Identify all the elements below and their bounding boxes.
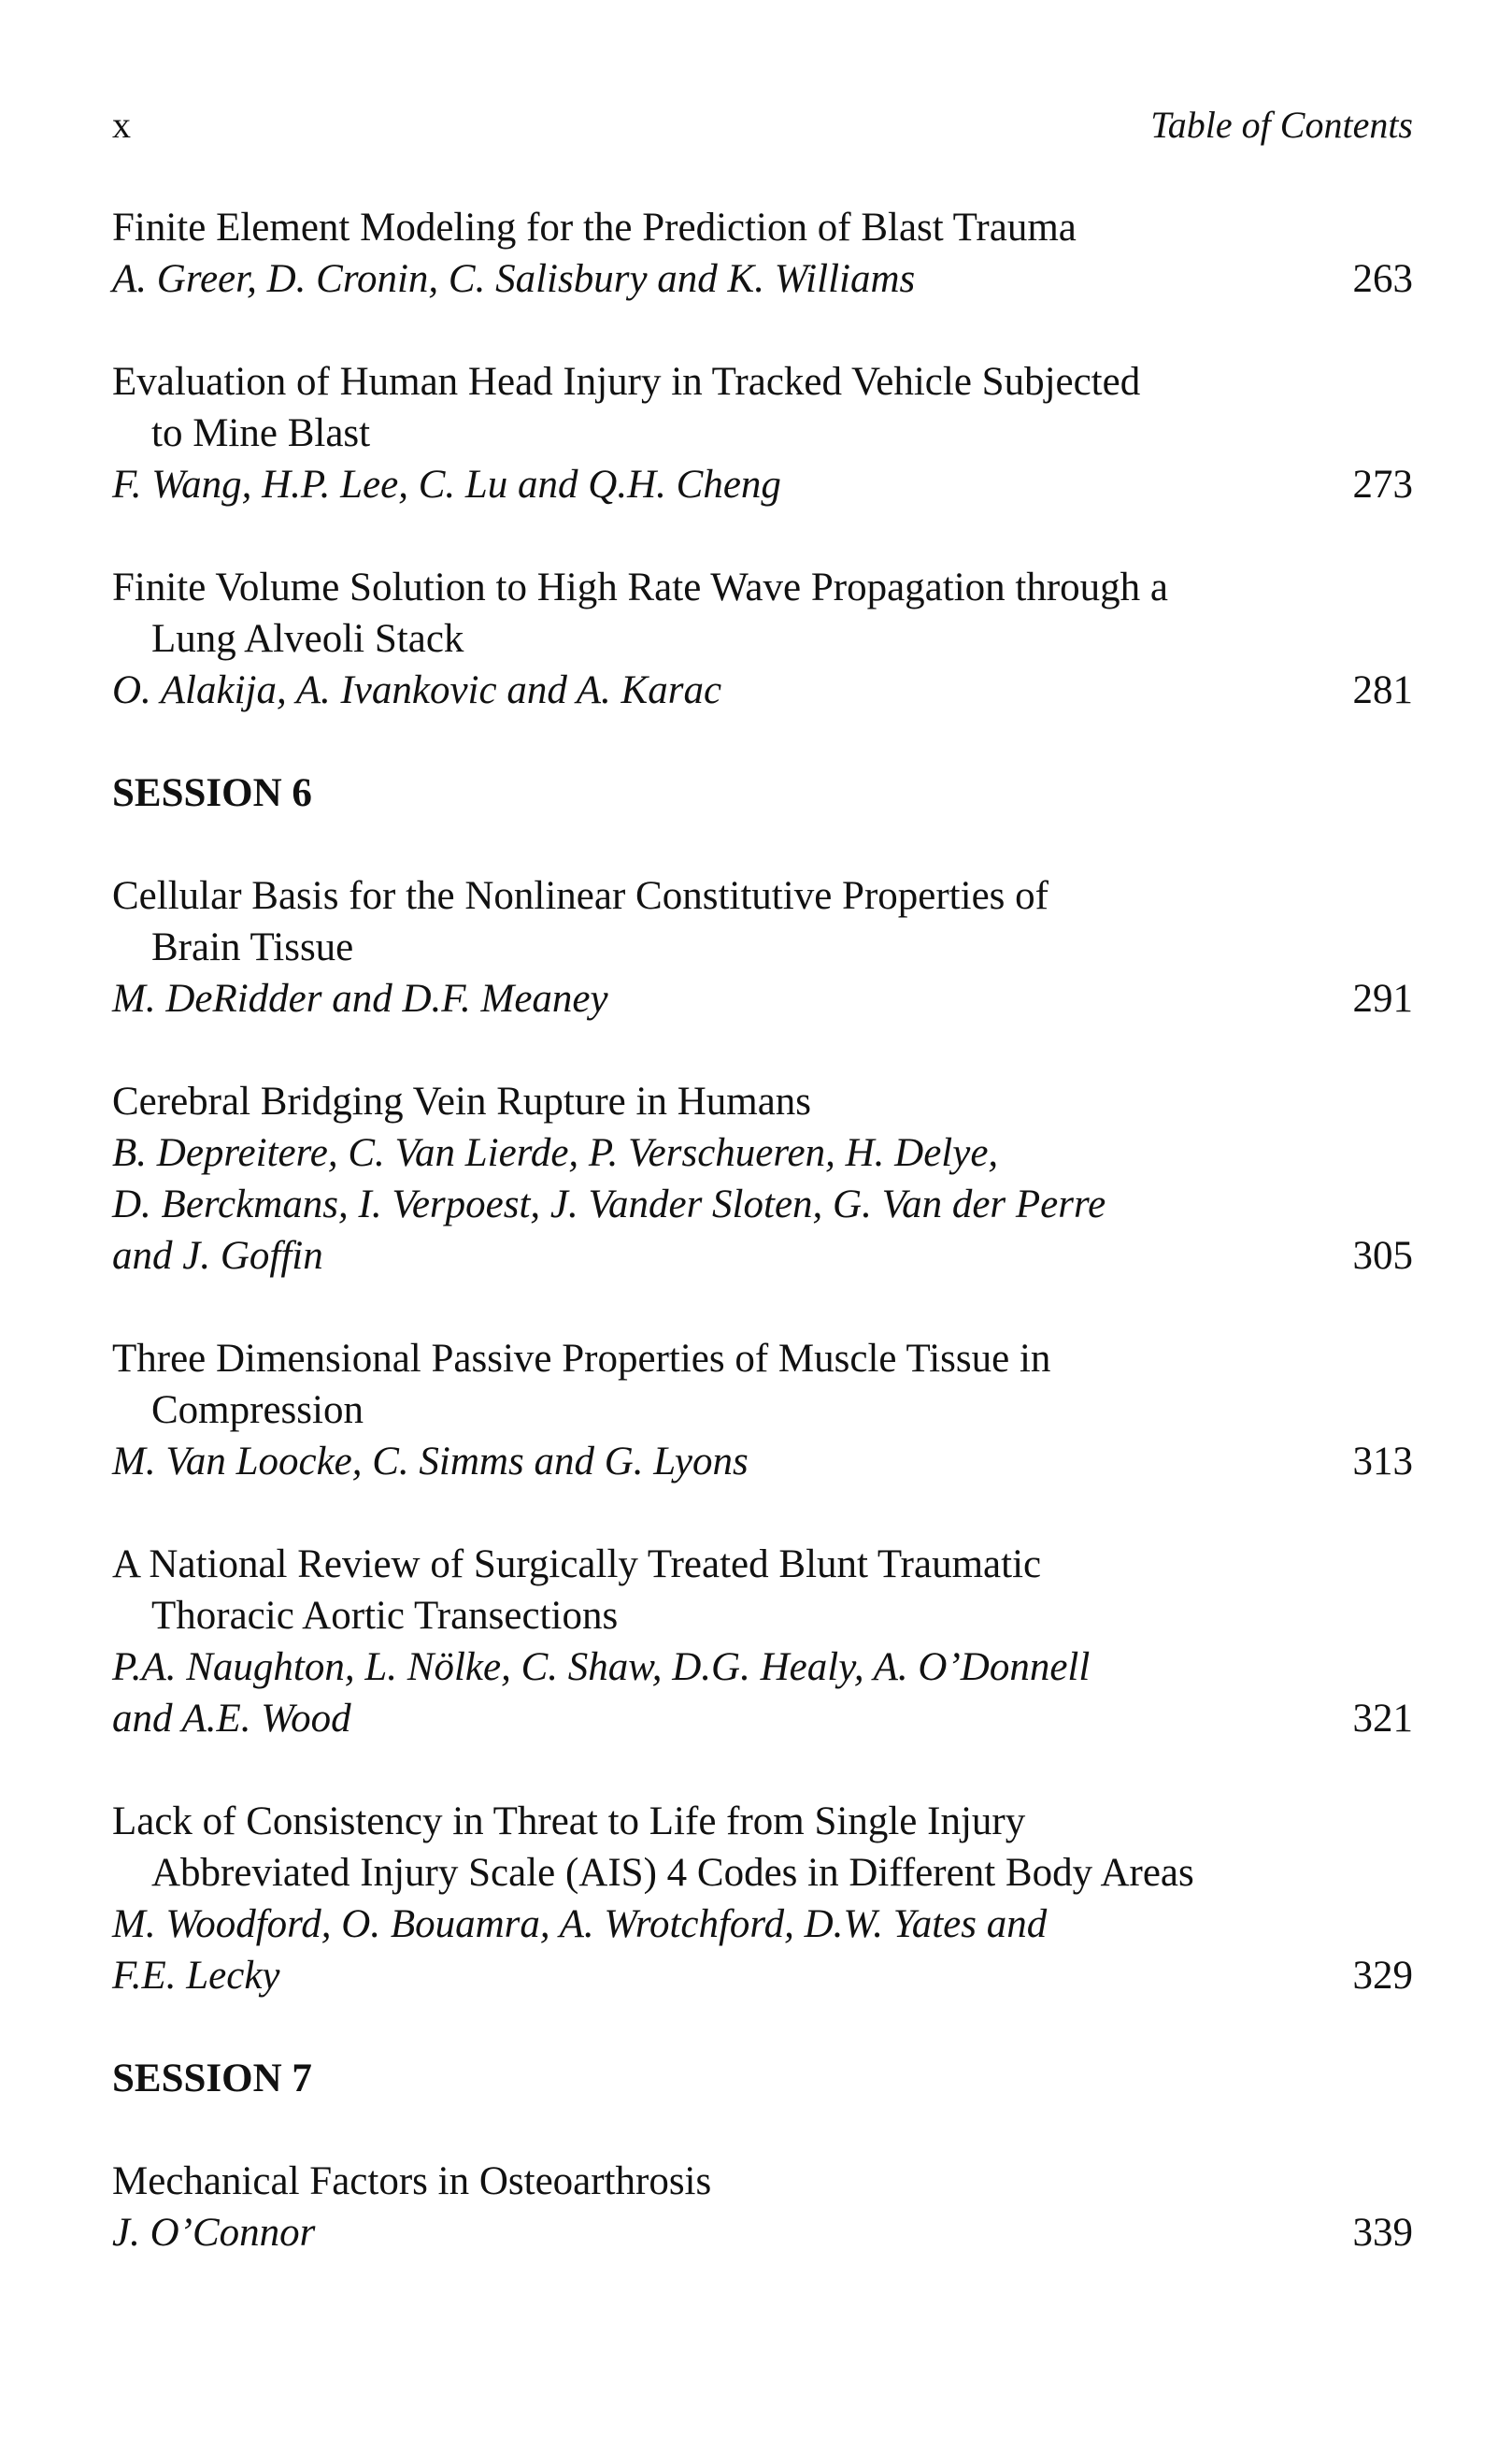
entry-title-continuation: Lung Alveoli Stack	[151, 617, 464, 661]
toc-entry	[112, 356, 1413, 510]
entry-page-number: 305	[1352, 1234, 1413, 1278]
entry-title-continuation: to Mine Blast	[151, 411, 371, 455]
session-heading: SESSION 7	[112, 2057, 312, 2100]
entry-title: Three Dimensional Passive Properties of Muscle Tissue in	[112, 1337, 1051, 1381]
entry-authors	[112, 2207, 1413, 2258]
toc-entry	[112, 1333, 1413, 1487]
toc-entry	[112, 562, 1413, 716]
entry-authors	[112, 973, 1413, 1025]
toc-entries	[112, 202, 1413, 2258]
author-text: F.E. Lecky	[112, 1954, 280, 1998]
toc-entry	[112, 2156, 1413, 2258]
entry-title: Lack of Consistency in Threat to Life from Single Injury	[112, 1799, 1026, 1843]
page-header	[112, 103, 1413, 159]
entry-page-number: 263	[1352, 257, 1413, 301]
author-text: A. Greer, D. Cronin, C. Salisbury and K. Williams	[112, 257, 916, 301]
entry-page-number: 329	[1352, 1954, 1413, 1998]
entry-authors	[112, 459, 1413, 510]
toc-entry	[112, 1539, 1413, 1744]
entry-title-continuation: Brain Tissue	[151, 925, 354, 969]
entry-title-continuation: Thoracic Aortic Transections	[151, 1594, 619, 1638]
entry-title: Evaluation of Human Head Injury in Tracked Vehicle Subjected	[112, 360, 1141, 404]
entry-authors: D. Berckmans, I. Verpoest, J. Vander Sloten, G. Van der Perre	[112, 1182, 1106, 1226]
entry-authors	[112, 1230, 1413, 1282]
entry-authors: M. Woodford, O. Bouamra, A. Wrotchford, D.W. Yates and	[112, 1902, 1048, 1946]
session-heading: SESSION 6	[112, 771, 312, 815]
entry-authors: B. Depreitere, C. Van Lierde, P. Verschueren, H. Delye,	[112, 1131, 999, 1175]
author-text: M. Van Loocke, C. Simms and G. Lyons	[112, 1440, 749, 1484]
author-text: J. O’Connor	[112, 2211, 316, 2255]
entry-title: Finite Element Modeling for the Prediction of Blast Trauma	[112, 206, 1077, 250]
entry-authors	[112, 1436, 1413, 1487]
entry-page-number: 321	[1352, 1697, 1413, 1741]
toc-entry	[112, 1796, 1413, 2001]
entry-title: Cerebral Bridging Vein Rupture in Humans	[112, 1080, 812, 1124]
entry-page-number: 273	[1352, 463, 1413, 507]
entry-authors: P.A. Naughton, L. Nölke, C. Shaw, D.G. Healy, A. O’Donnell	[112, 1645, 1091, 1689]
entry-title-continuation: Compression	[151, 1388, 364, 1432]
toc-entry	[112, 870, 1413, 1025]
toc-entry	[112, 1076, 1413, 1282]
author-text: and A.E. Wood	[112, 1697, 351, 1741]
author-text: O. Alakija, A. Ivankovic and A. Karac	[112, 668, 722, 712]
entry-authors	[112, 1693, 1413, 1744]
entry-title: A National Review of Surgically Treated Blunt Traumatic	[112, 1542, 1042, 1586]
entry-title: Cellular Basis for the Nonlinear Constitutive Properties of	[112, 874, 1048, 918]
author-text: F. Wang, H.P. Lee, C. Lu and Q.H. Cheng	[112, 463, 781, 507]
entry-authors	[112, 253, 1413, 305]
running-title: Table of Contents	[1150, 104, 1413, 146]
author-text: and J. Goffin	[112, 1234, 323, 1278]
entry-authors	[112, 665, 1413, 716]
toc-page	[112, 103, 1413, 2310]
entry-page-number: 281	[1352, 668, 1413, 712]
entry-page-number: 313	[1352, 1440, 1413, 1484]
author-text: M. DeRidder and D.F. Meaney	[112, 977, 608, 1021]
entry-page-number: 291	[1352, 977, 1413, 1021]
page-number: x	[112, 104, 131, 146]
entry-title-continuation: Abbreviated Injury Scale (AIS) 4 Codes in Different Body Areas	[151, 1851, 1194, 1895]
entry-title: Finite Volume Solution to High Rate Wave Propagation through a	[112, 566, 1168, 609]
entry-title: Mechanical Factors in Osteoarthrosis	[112, 2159, 712, 2203]
toc-entry	[112, 202, 1413, 305]
entry-authors	[112, 1950, 1413, 2001]
entry-page-number: 339	[1352, 2211, 1413, 2255]
